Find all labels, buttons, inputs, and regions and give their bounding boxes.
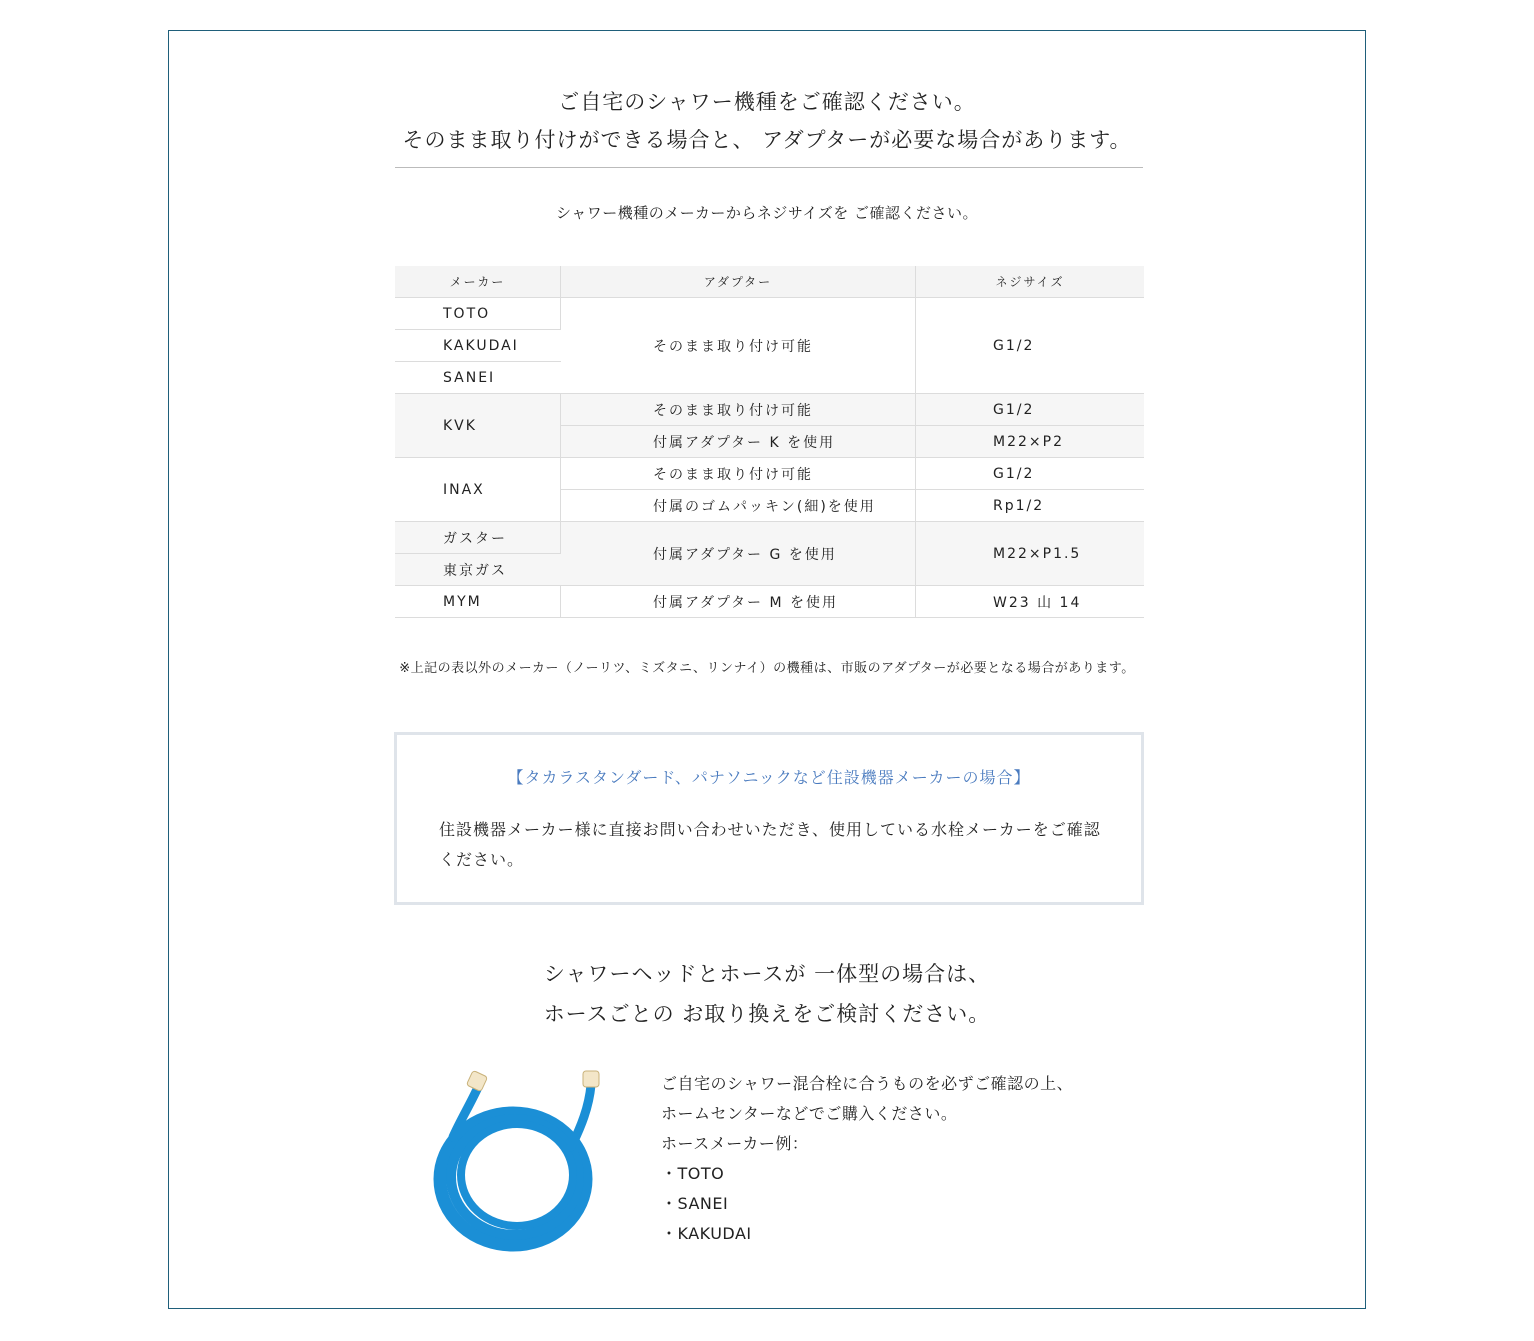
- content-frame: [168, 30, 1366, 1309]
- hose-coil-inner: [461, 1124, 573, 1226]
- maker-cell: INAX: [395, 458, 561, 522]
- screw-size-table: [395, 266, 1144, 618]
- info-box: [394, 732, 1144, 905]
- table-row: [395, 298, 1144, 330]
- adapter-cell: そのまま取り付け可能: [561, 458, 916, 490]
- shower-hose-image: [431, 1067, 611, 1257]
- hose-heading-line-1: シャワーヘッドとホースが 一体型の場合は、: [543, 962, 991, 986]
- hose-text-line: ホースメーカー例：: [661, 1134, 809, 1153]
- table-row: [395, 458, 1144, 490]
- maker-cell: KVK: [395, 394, 561, 458]
- info-box-title: 【タカラスタンダード、パナソニックなど住設機器メーカーの場合】: [507, 768, 1031, 787]
- hose-end-right: [571, 1085, 591, 1147]
- adapter-cell: 付属アダプター M を使用: [561, 586, 916, 618]
- maker-cell: 東京ガス: [395, 554, 561, 586]
- size-cell: G1/2: [916, 394, 1145, 426]
- intro-heading: [169, 83, 1365, 159]
- adapter-cell: 付属アダプター G を使用: [561, 522, 916, 586]
- info-box-body: 住設機器メーカー様に直接お問い合わせいただき、使用している水栓メーカーをご確認ください。: [439, 820, 1101, 869]
- size-cell: G1/2: [916, 298, 1145, 394]
- hose-description: [661, 1069, 1073, 1249]
- maker-cell: MYM: [395, 586, 561, 618]
- intro-line-2: そのまま取り付けができる場合と、 アダプターが必要な場合があります。: [402, 128, 1132, 152]
- hose-maker-item: ・SANEI: [661, 1194, 729, 1213]
- header-maker: メーカー: [395, 266, 561, 298]
- maker-cell: KAKUDAI: [395, 330, 561, 362]
- maker-cell: TOTO: [395, 298, 561, 330]
- size-cell: Rp1/2: [916, 490, 1145, 522]
- fitting-right: [583, 1071, 599, 1087]
- adapter-cell: 付属のゴムパッキン(細)を使用: [561, 490, 916, 522]
- adapter-cell: 付属アダプター K を使用: [561, 426, 916, 458]
- adapter-cell: そのまま取り付け可能: [561, 394, 916, 426]
- size-cell: M22×P2: [916, 426, 1145, 458]
- maker-cell: ガスター: [395, 522, 561, 554]
- hose-heading: [169, 954, 1365, 1034]
- hose-coil: [440, 1085, 591, 1245]
- hose-text-line: ホームセンターなどでご購入ください。: [661, 1104, 958, 1123]
- table-row: [395, 586, 1144, 618]
- hose-fittings: [466, 1070, 599, 1091]
- size-cell: W23 山 14: [916, 586, 1145, 618]
- hose-maker-item: ・KAKUDAI: [661, 1224, 752, 1243]
- maker-cell: SANEI: [395, 362, 561, 394]
- hose-coil-middle: [451, 1119, 579, 1235]
- table-header-row: [395, 266, 1144, 298]
- footnote: ※上記の表以外のメーカー（ノーリツ、ミズタニ、リンナイ）の機種は、市販のアダプターが必要となる場合があります。: [399, 661, 1135, 676]
- table-row: [395, 394, 1144, 426]
- hose-maker-item: ・TOTO: [661, 1164, 725, 1183]
- size-cell: G1/2: [916, 458, 1145, 490]
- hose-text-line: ご自宅のシャワー混合栓に合うものを必ずご確認の上、: [661, 1074, 1074, 1093]
- adapter-cell: そのまま取り付け可能: [561, 298, 916, 394]
- header-size: ネジサイズ: [916, 266, 1145, 298]
- fitting-left: [466, 1070, 487, 1091]
- divider: [395, 167, 1143, 168]
- intro-line-1: ご自宅のシャワー機種をご確認ください。: [558, 90, 976, 114]
- size-cell: M22×P1.5: [916, 522, 1145, 586]
- table-subtitle: シャワー機種のメーカーからネジサイズを ご確認ください。: [556, 204, 978, 222]
- header-adapter: アダプター: [561, 266, 916, 298]
- table-row: [395, 522, 1144, 554]
- hose-heading-line-2: ホースごとの お取り換えをご検討ください。: [543, 1002, 991, 1026]
